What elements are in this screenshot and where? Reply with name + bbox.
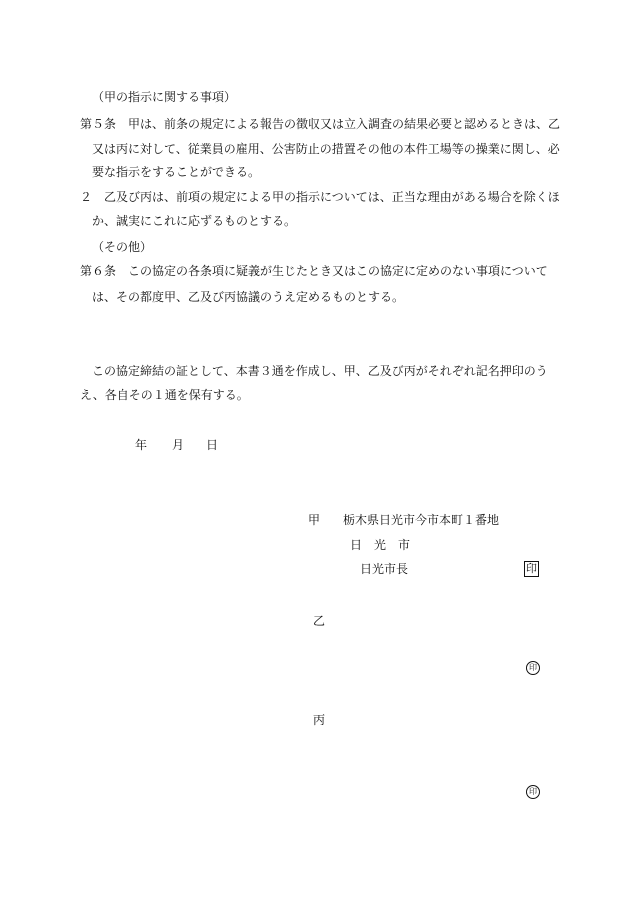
article-5-line-1: 第５条 甲は、前条の規定による報告の徴収又は立入調査の結果必要と認めるときは、乙 bbox=[80, 117, 561, 131]
party-kou-title: 日光市長 bbox=[360, 562, 409, 576]
hei-seal-mark: 印 bbox=[526, 785, 540, 799]
party-kou-address: 栃木県日光市今市本町１番地 bbox=[343, 513, 500, 527]
article-6-heading: （その他） bbox=[92, 240, 153, 254]
article-5-line-3: 要な指示をすることができる。 bbox=[92, 165, 261, 179]
otsu-seal-mark: 印 bbox=[526, 661, 540, 675]
party-kou-label: 甲 bbox=[308, 513, 321, 527]
article-5-line-2: 又は丙に対して、従業員の雇用、公害防止の措置その他の本件工場等の操業に関し、必 bbox=[92, 142, 560, 156]
article-6-line-1: 第６条 この協定の各条項に疑義が生じたとき又はこの協定に定めのない事項について bbox=[80, 264, 548, 278]
date-year: 年 bbox=[135, 438, 148, 452]
closing-line-1: この協定締結の証として、本書３通を作成し、甲、乙及び丙がそれぞれ記名押印のう bbox=[92, 364, 548, 378]
kou-seal-mark: 印 bbox=[526, 562, 537, 575]
party-otsu-label: 乙 bbox=[313, 614, 326, 628]
date-day: 日 bbox=[206, 438, 219, 452]
article-5-heading: （甲の指示に関する事項） bbox=[92, 90, 237, 104]
article-5-para-2-line-2: か、誠実にこれに応ずるものとする。 bbox=[92, 214, 297, 228]
closing-line-2: え、各自その１通を保有する。 bbox=[80, 388, 249, 402]
party-kou-org: 日 光 市 bbox=[350, 538, 411, 552]
date-month: 月 bbox=[172, 438, 185, 452]
article-6-line-2: は、その都度甲、乙及び丙協議のうえ定めるものとする。 bbox=[92, 290, 405, 304]
article-5-para-2-line-1: ２ 乙及び丙は、前項の規定による甲の指示については、正当な理由がある場合を除くほ bbox=[80, 190, 560, 204]
party-hei-label: 丙 bbox=[313, 713, 326, 727]
